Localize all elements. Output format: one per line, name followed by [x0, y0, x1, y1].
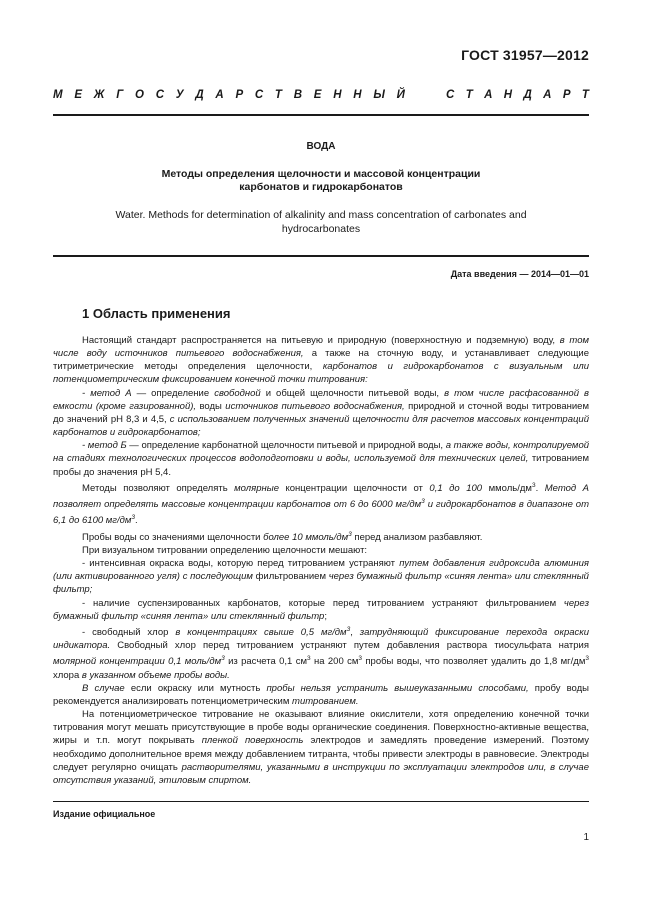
text-run: При визуальном титровании определению щелочности мешают:: [82, 544, 368, 556]
text-run: а также на сточную воду, и устанавливает следующие титриметрические методы определения щелочности,: [53, 348, 590, 373]
body-paragraph: [53, 682, 589, 708]
banner-letter: О: [135, 89, 144, 101]
text-run: .: [535, 482, 545, 494]
banner-letter: Н: [353, 89, 362, 101]
banner-letter: Ж: [93, 89, 105, 101]
banner-letter: Д: [523, 89, 532, 101]
banner-letter: Т: [581, 89, 589, 101]
superscript-run: 3: [585, 655, 589, 663]
introduction-date: [451, 269, 589, 279]
italic-run: путем добавления гидроксида алюминия (или активированного угля) с последующим: [53, 558, 590, 583]
text-run: Методы позволяют определять: [82, 482, 235, 494]
italic-run: молярные: [234, 482, 279, 494]
text-run: Свободный хлор перед титрованием устраняют путем добавления раствора тиосульфата натрия: [110, 640, 589, 652]
subtitle-line-1: Методы определения щелочности и массовой концентрации: [161, 168, 481, 180]
italic-run: свободной: [214, 387, 261, 399]
italic-run: с использованием полученных значений щелочности для расчетов массовых концентраций карбонатов и гидрокарбонатов;: [53, 413, 589, 439]
superscript-run: 3: [421, 498, 425, 506]
body-paragraph: [53, 544, 589, 557]
body-paragraph: [53, 623, 589, 682]
banner-letter: Р: [235, 89, 244, 101]
text-run: ммоль/дм: [482, 482, 532, 494]
superscript-run: 3: [346, 625, 351, 633]
italic-run: молярной концентрации 0,1 моль/дм: [53, 656, 222, 668]
banner-letter: Н: [503, 89, 513, 101]
banner-letter: Д: [195, 89, 204, 101]
italic-run: в том числе расфасованной в емкости (кроме газированной),: [53, 387, 589, 412]
text-run: природной и сточной воды титрованием до значений рН 8,3 и 4,5,: [53, 400, 590, 425]
banner-letter: Й: [396, 89, 405, 101]
banner-letter: Ы: [373, 89, 385, 101]
body-paragraph: [53, 708, 589, 787]
superscript-run: 3: [348, 530, 352, 538]
italic-run: пленкой поверхность: [201, 735, 304, 747]
top-rule: [53, 114, 589, 116]
text-run: - наличие суспензированных карбонатов, которые перед титрованием устраняют фильтрованием: [82, 597, 564, 609]
banner-letter: У: [175, 89, 184, 101]
page-number: 1: [583, 832, 589, 843]
section-body: [53, 334, 589, 787]
superscript-run: 3: [358, 655, 363, 663]
text-run: электродов и замедлять проведение измерений. Поэтому необходимо дополнительное время между добавлением титранта, чтобы привести электроды в равновесие. Электроды следует регулярно очищать: [53, 735, 589, 773]
banner-letter: Т: [465, 89, 473, 101]
banner-letter: В: [293, 89, 303, 101]
english-title: [53, 208, 589, 236]
banner-letter: А: [484, 89, 493, 101]
body-paragraph: [53, 387, 589, 440]
superscript-run: 3: [531, 481, 536, 489]
banner-letter: Р: [562, 89, 571, 101]
superscript-run: 3: [131, 514, 136, 522]
banner-word-standard: [446, 89, 589, 101]
banner-letter: С: [155, 89, 165, 101]
text-run: фильтрованием: [252, 571, 329, 583]
banner-letter: Е: [74, 89, 83, 101]
italic-run: через бумажный фильтр «синяя лента» или стеклянный фильтр;: [53, 571, 589, 596]
body-paragraph: [53, 557, 589, 596]
banner-letter: Т: [274, 89, 282, 101]
edition-note: Издание официальное: [53, 809, 156, 819]
body-paragraph: [53, 528, 589, 544]
document-subtitle: [53, 168, 589, 194]
banner-letter: А: [543, 89, 552, 101]
italic-run: а также воды, контролируемой на стадиях технологических процессов водоподготовки и воды, используемой для технических целей,: [53, 440, 590, 465]
text-run: если окраску или мутность: [124, 682, 267, 694]
banner-word-interstate: [53, 89, 405, 101]
italic-run: и гидрокарбонатов в диапазоне от 6,1 до 6100 мг/дм: [53, 499, 589, 527]
banner-letter: А: [215, 89, 224, 101]
text-run: .: [135, 515, 138, 527]
italic-run: - метод Б: [82, 440, 127, 452]
italic-run: в концентрациях свыше 0,5 мг/дм: [175, 627, 347, 639]
text-run: хлора: [53, 669, 82, 681]
banner-letter: С: [446, 89, 455, 101]
text-run: пробы воды, что позволяет удалить до 1,8 мг/дм: [362, 656, 586, 668]
italic-run: - метод А: [82, 387, 132, 399]
text-run: концентрации щелочности от: [278, 482, 430, 494]
english-title-line-1: Water. Methods for determination of alkalinity and mass concentration of carbonates and: [115, 209, 527, 221]
introduction-date-label: Дата введения: [450, 269, 517, 279]
introduction-date-value: — 2014—01—01: [519, 269, 589, 279]
text-run: — определение карбонатной щелочности питьевой и природной воды,: [126, 440, 446, 452]
body-paragraph: [53, 479, 589, 528]
document-title: ВОДА: [306, 141, 336, 152]
superscript-run: 3: [221, 655, 225, 663]
standard-number: ГОСТ 31957—2012: [461, 47, 589, 63]
italic-run: источников питьевого водоснабжения,: [225, 400, 405, 412]
text-run: Пробы воды со значениями щелочности: [82, 531, 264, 543]
text-run: На потенциометрическое титрование не оказывают влияние окислители, хотя определению конечной точки титрования могут мешать присутствующие в пробе воды органические соединения. Поверхностно-активные вещества, жиры и т.п. могут покрывать: [53, 709, 589, 747]
italic-run: затрудняющий фиксирование перехода окраски индикатора.: [53, 627, 590, 652]
banner-letter: М: [53, 89, 63, 101]
body-paragraph: [53, 334, 589, 387]
banner-letter: Е: [313, 89, 322, 101]
text-run: титрованием пробы до значения рН 5,4.: [53, 453, 589, 478]
section-heading: 1 Область применения: [82, 306, 231, 321]
text-run: - свободный хлор: [82, 627, 176, 639]
superscript-run: 3: [307, 655, 311, 663]
italic-run: растворителями, указанными в инструкции по эксплуатации электродов или, в случае отсутствия указаний, этиловым спиртом.: [53, 761, 589, 786]
text-run: перед анализом разбавляют.: [351, 531, 483, 543]
text-run: Настоящий стандарт распространяется на питьевую и природную (поверхностную и подземную) воду,: [82, 335, 560, 346]
italic-run: 0,1 до 100: [429, 482, 483, 494]
text-run: ,: [350, 627, 360, 639]
italic-run: через бумажный фильтр «синяя лента» или стеклянный фильтр: [53, 597, 589, 622]
text-run: воды: [196, 400, 226, 412]
text-run: на 200 см: [310, 656, 359, 668]
body-paragraph: [53, 597, 589, 623]
text-run: - интенсивная окраска воды, которую перед титрованием устраняют: [82, 558, 400, 570]
italic-run: пробы нельзя устранить вышеуказанными способами,: [266, 682, 529, 694]
italic-run: в том числе воду источников питьевого водоснабжения,: [53, 335, 589, 360]
text-run: — определение: [131, 387, 215, 399]
italic-run: титрованием.: [292, 696, 359, 707]
subtitle-line-2: карбонатов и гидрокарбонатов: [239, 181, 403, 193]
text-run: и общей щелочности питьевой воды,: [260, 387, 445, 399]
middle-rule: [53, 255, 589, 257]
text-run: ;: [324, 610, 327, 622]
italic-run: карбонатов и гидрокарбонатов с визуальным или потенциометрическим фиксированием конечной точки титрования:: [53, 361, 590, 386]
italic-run: Метод А позволяет определять массовые концентрации карбонатов от 6 до 6000 мг/дм: [53, 482, 590, 511]
text-run: из расчета 0,1 см: [224, 656, 307, 668]
banner-letter: С: [254, 89, 264, 101]
banner-letter: Г: [116, 89, 124, 101]
italic-run: более 10 ммоль/дм: [263, 531, 349, 543]
footer-rule: [53, 801, 589, 802]
text-run: пробу воды рекомендуется анализировать потенциометрическим: [53, 682, 590, 707]
italic-run: В случае: [82, 682, 125, 694]
body-paragraph: [53, 439, 589, 478]
banner-letter: Н: [333, 89, 342, 101]
standard-type-banner: [53, 89, 589, 101]
italic-run: в указанном объеме пробы воды.: [81, 669, 230, 681]
english-title-line-2: hydrocarbonates: [281, 223, 361, 235]
